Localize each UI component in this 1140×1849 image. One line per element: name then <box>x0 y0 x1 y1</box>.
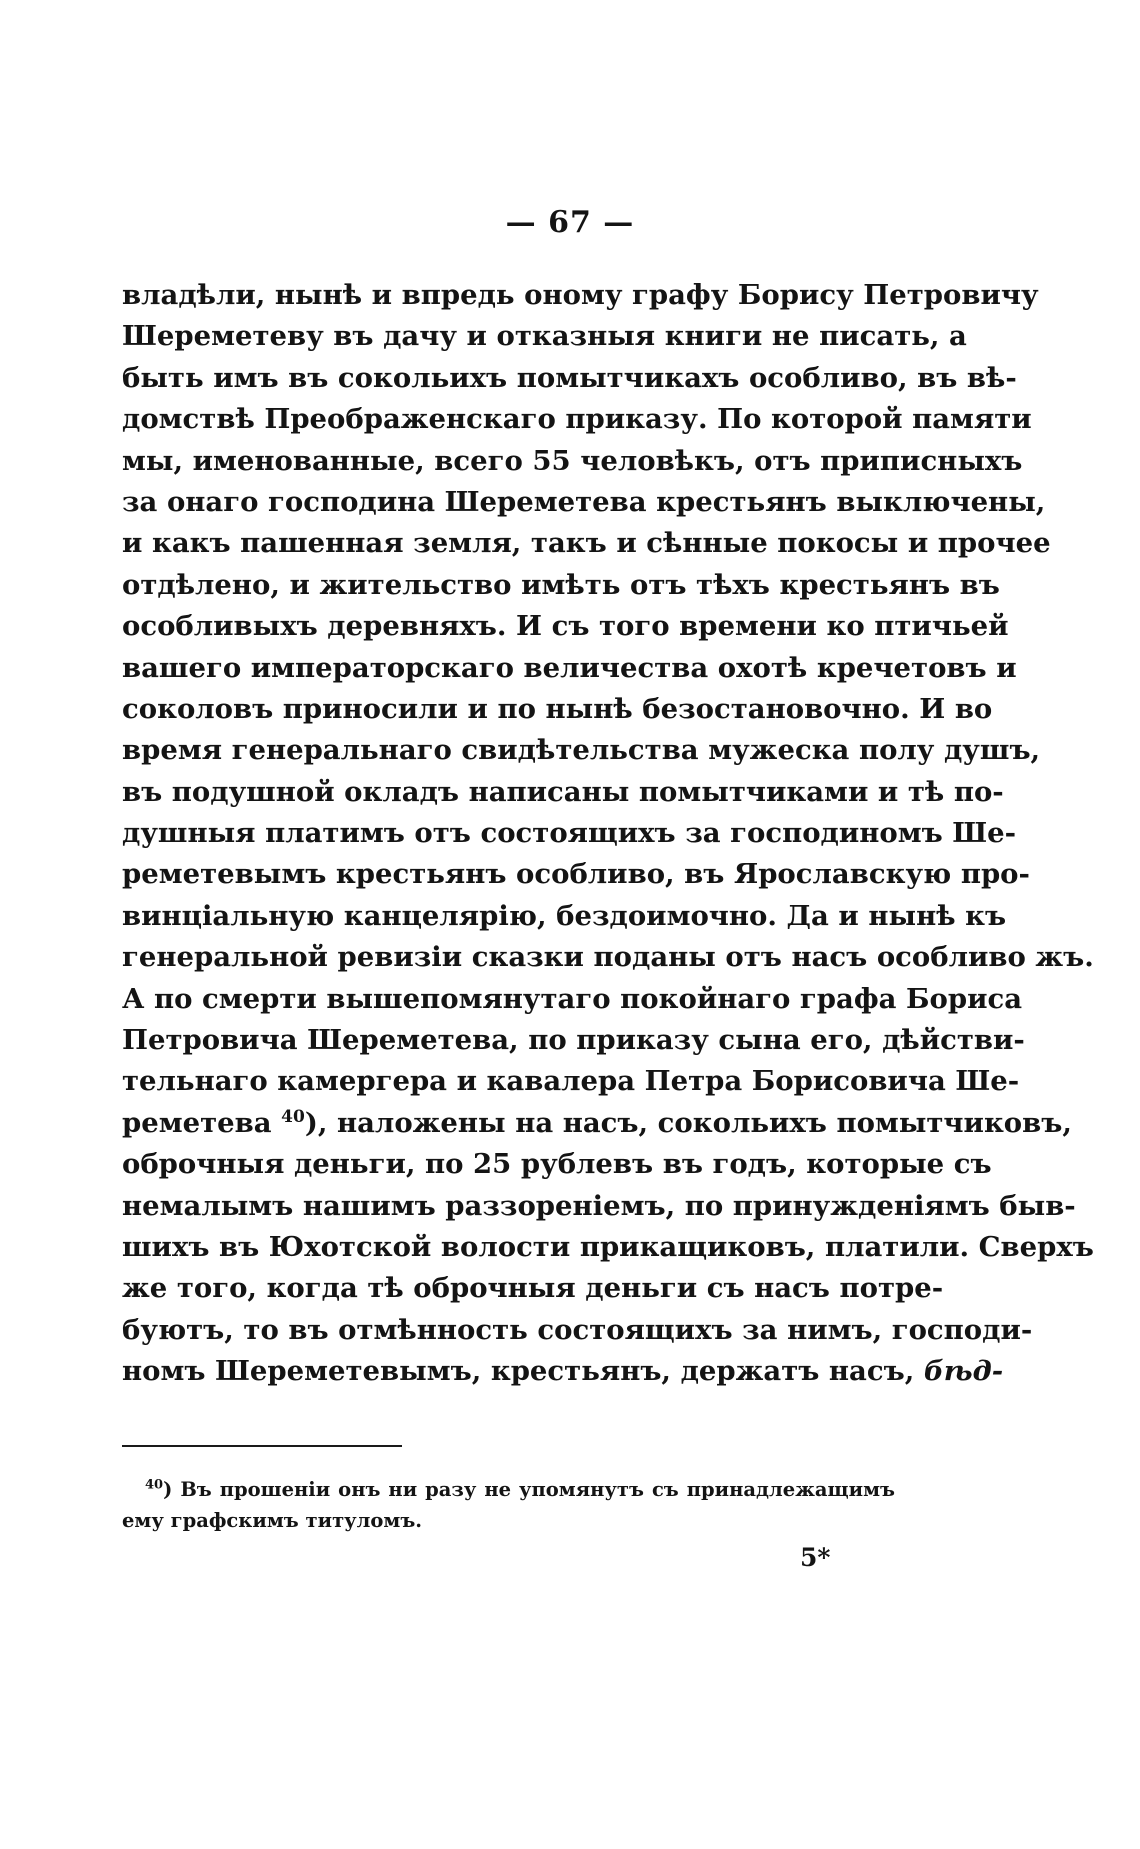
body-text <box>122 275 1094 1393</box>
text-line: шихъ въ Юхотской волости прикащиковъ, платили. Сверхъ <box>122 1230 1094 1263</box>
footnote-separator <box>122 1445 402 1447</box>
text-line: реметевымъ крестьянъ особливо, въ Ярославскую про- <box>122 858 1030 891</box>
text-line-with-footnote-ref <box>122 1103 1072 1144</box>
text-line-last <box>122 1351 1004 1392</box>
footnote-reference[interactable]: 40 <box>281 1106 305 1127</box>
text-line: въ подушной окладъ написаны помытчиками и тѣ по- <box>122 775 1004 808</box>
text-line: буютъ, то въ отмѣнность состоящихъ за нимъ, господи- <box>122 1313 1033 1346</box>
line-text-before-ref: реметева <box>122 1106 282 1139</box>
footnote-text: ) Въ прошеніи онъ ни разу не упомянутъ съ принадлежащимъ <box>163 1478 895 1501</box>
text-line: немалымъ нашимъ раззореніемъ, по принужденіямъ быв- <box>122 1189 1076 1222</box>
text-line: и какъ пашенная земля, такъ и сѣнные покосы и прочее <box>122 527 1051 560</box>
text-line: время генеральнаго свидѣтельства мужеска полу душъ, <box>122 734 1041 767</box>
footnote-line <box>145 1474 895 1505</box>
text-line: владѣли, нынѣ и впредь оному графу Борису Петровичу <box>122 279 1039 311</box>
text-line: же того, когда тѣ оброчныя деньги съ насъ потре- <box>122 1272 944 1305</box>
text-line: А по смерти вышепомянутаго покойнаго графа Бориса <box>122 982 1023 1015</box>
text-line: оброчныя деньги, по 25 рублевъ въ годъ, которые съ <box>122 1148 992 1181</box>
text-line: мы, именованные, всего 55 человѣкъ, отъ приписныхъ <box>122 444 1023 477</box>
text-line: домствѣ Преображенскаго приказу. По которой памяти <box>122 403 1032 436</box>
footnote-line: ему графскимъ титуломъ. <box>122 1509 423 1532</box>
page-number: — 67 — <box>505 205 635 240</box>
text-line: генеральной ревизіи сказки поданы отъ насъ особливо жъ. <box>122 941 1094 974</box>
text-line: тельнаго камергера и кавалера Петра Борисовича Ше- <box>122 1065 1020 1098</box>
text-line: вашего императорскаго величества охотѣ кречетовъ и <box>122 651 1017 684</box>
text-line: соколовъ приносили и по нынѣ безостановочно. И во <box>122 692 993 725</box>
text-line: за онаго господина Шереметева крестьянъ выключены, <box>122 485 1046 518</box>
text-line: особливыхъ деревняхъ. И съ того времени ко птичьей <box>122 610 1009 643</box>
text-line: отдѣлено, и жительство имѣть отъ тѣхъ крестьянъ въ <box>122 568 1000 601</box>
signature-mark: 5* <box>800 1543 831 1572</box>
text-line: Петровича Шереметева, по приказу сына его, дѣйстви- <box>122 1024 1025 1057</box>
text-line: Шереметеву въ дачу и отказныя книги не писать, а <box>122 320 967 353</box>
last-line-italic: бѣд- <box>923 1355 1004 1388</box>
footnote <box>122 1474 895 1536</box>
line-text-after-ref: ), наложены на насъ, сокольихъ помытчиковъ, <box>304 1106 1072 1139</box>
text-line: быть имъ въ сокольихъ помытчикахъ особливо, въ вѣ- <box>122 361 1017 394</box>
text-line: душныя платимъ отъ состоящихъ за господиномъ Ше- <box>122 817 1017 850</box>
text-line: винціальную канцелярію, бездоимочно. Да и нынѣ къ <box>122 899 1007 932</box>
footnote-marker: 40 <box>145 1477 164 1493</box>
last-line-regular: номъ Шереметевымъ, крестьянъ, держатъ насъ, <box>122 1355 924 1388</box>
